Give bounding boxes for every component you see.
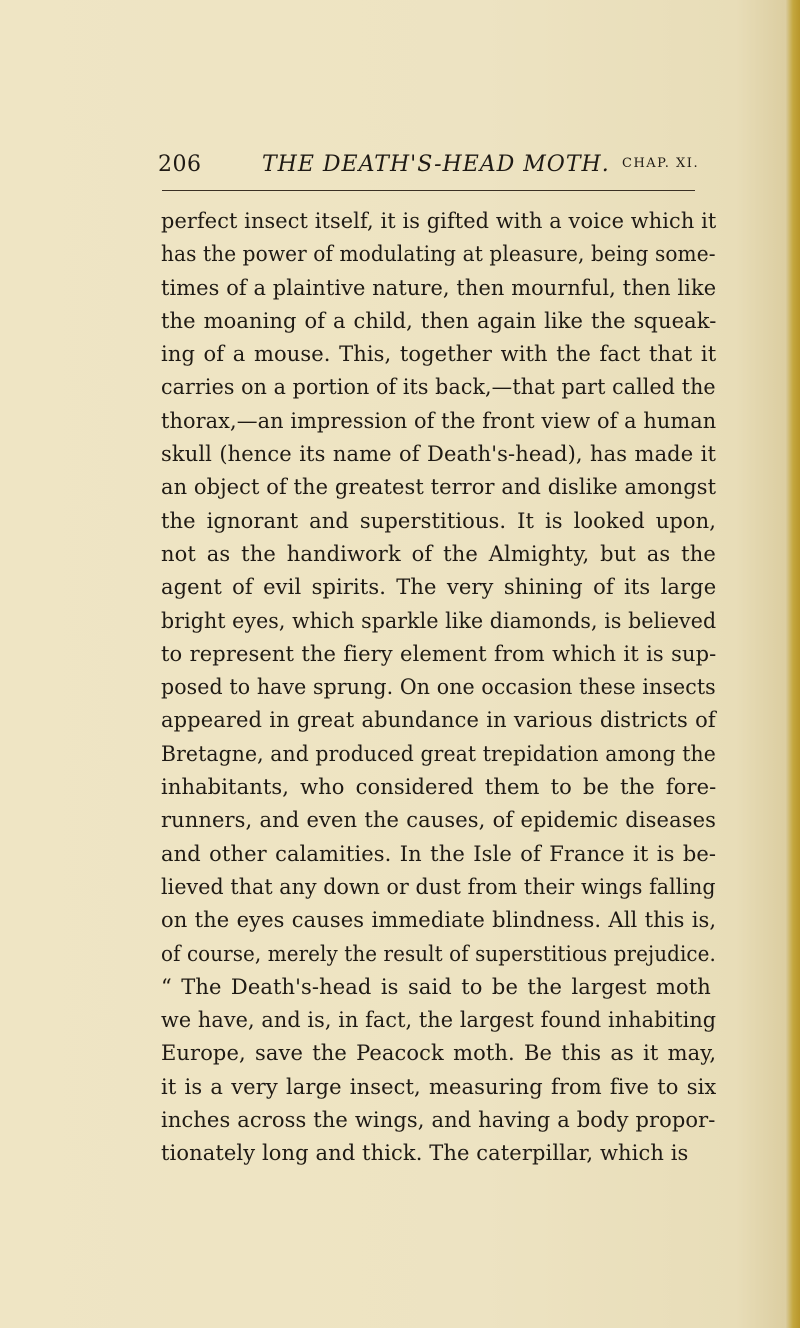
text-line: skull (hence its name of Death's-head), has made it: [161, 442, 717, 467]
text-line: agent of evil spirits. The very shining of its large: [161, 575, 717, 600]
text-line: carries on a portion of its back,—that part called the: [161, 375, 716, 400]
text-line: tionately long and thick. The caterpillar, which is: [161, 1141, 689, 1166]
text-line: posed to have sprung. On one occasion these insects: [161, 675, 716, 700]
text-line: the ignorant and superstitious. It is looked upon,: [161, 508, 717, 533]
text-line: it is a very large insect, measuring from five to six: [161, 1074, 717, 1099]
text-line: has the power of modulating at pleasure, being some-: [161, 242, 716, 267]
text-line: runners, and even the causes, of epidemic diseases: [161, 808, 716, 833]
header-rule: [162, 190, 695, 191]
text-line: lieved that any down or dust from their wings falling: [161, 874, 716, 899]
text-line: times of a plaintive nature, then mournful, then like: [161, 275, 717, 300]
text-line: we have, and is, in fact, the largest found inhabiting: [161, 1008, 717, 1033]
running-title: THE DEATH'S-HEAD MOTH.: [262, 152, 610, 177]
chapter-label: CHAP. XI.: [622, 156, 700, 171]
page-edge: [786, 0, 800, 1328]
text-line: to represent the fiery element from which it is sup-: [161, 641, 717, 666]
text-line: of course, merely the result of superstitious prejudice.: [161, 941, 716, 966]
text-line: ing of a mouse. This, together with the fact that it: [161, 342, 717, 367]
page-number: 206: [158, 152, 202, 177]
text-line: perfect insect itself, it is gifted with a voice which it: [161, 209, 717, 233]
text-line: inhabitants, who considered them to be the fore-: [161, 775, 717, 800]
text-line: thorax,—an impression of the front view of a human: [161, 408, 717, 433]
text-line: and other calamities. In the Isle of France it is be-: [161, 841, 717, 866]
text-line: an object of the greatest terror and dislike amongst: [161, 475, 717, 500]
text-line: appeared in great abundance in various districts of: [161, 708, 716, 733]
running-header: [158, 152, 718, 182]
text-line: on the eyes causes immediate blindness. All this is,: [161, 908, 717, 933]
body-text: [161, 205, 721, 1171]
text-line: “ The Death's-head is said to be the largest moth: [161, 974, 711, 999]
text-line: Europe, save the Peacock moth. Be this as it may,: [161, 1041, 717, 1066]
text-line: Bretagne, and produced great trepidation among the: [161, 741, 716, 766]
text-line: bright eyes, which sparkle like diamonds, is believed: [161, 608, 717, 633]
text-line: inches across the wings, and having a body propor-: [161, 1108, 716, 1133]
text-line: not as the handiwork of the Almighty, but as the: [161, 541, 716, 566]
text-line: the moaning of a child, then again like the squeak-: [161, 308, 717, 333]
